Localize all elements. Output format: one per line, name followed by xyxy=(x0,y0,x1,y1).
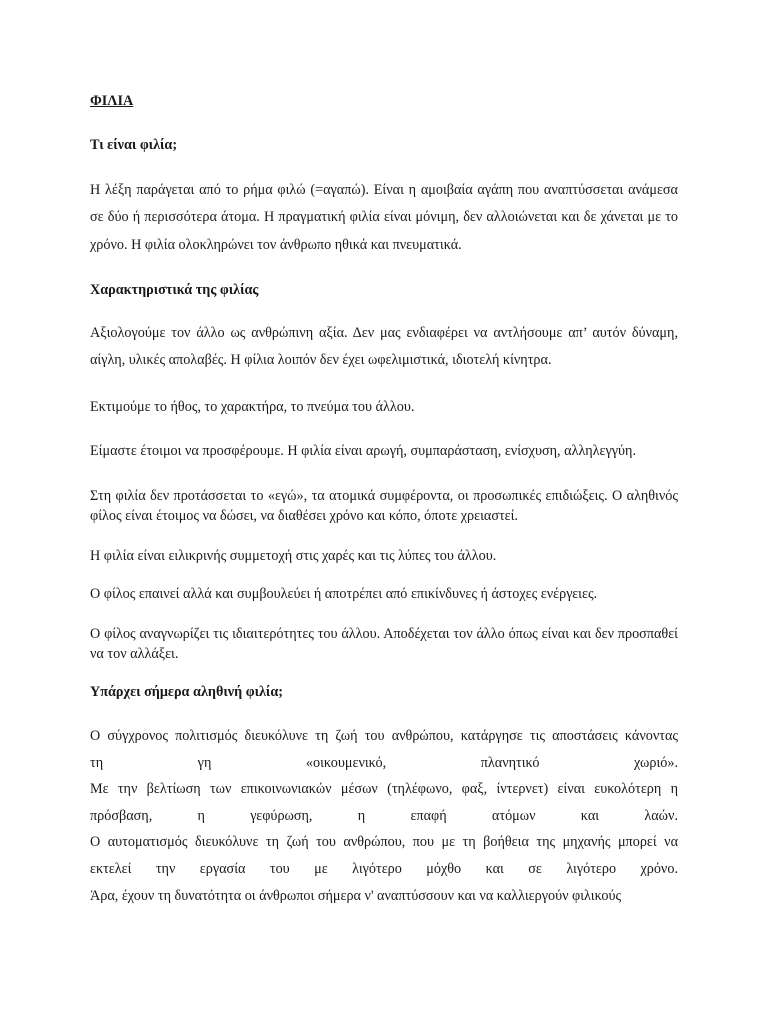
document-title: ΦΙΛΙΑ xyxy=(90,93,134,109)
section-heading-what-is-friendship: Τι είναι φιλία; xyxy=(90,137,178,153)
text-line: τη γη «οικουμενικό, πλανητικό χωριό». xyxy=(90,755,678,771)
text-line: Άρα, έχουν τη δυνατότητα οι άνθρωποι σήμερα ν' αναπτύσσουν και να καλλιεργούν φιλικούς xyxy=(90,888,622,904)
text-line: πρόσβαση, η γεφύρωση, η επαφή ατόμων και λαών. xyxy=(90,808,678,824)
text-line: εκτελεί την εργασία του με λιγότερο μόχθο και σε λιγότερο χρόνο. xyxy=(90,861,678,877)
paragraph-characteristic-offer: Είμαστε έτοιμοι να προσφέρουμε. Η φιλία είναι αρωγή, συμπαράσταση, ενίσχυση, αλληλεγγύη. xyxy=(90,443,636,459)
section-heading-true-friendship-today: Υπάρχει σήμερα αληθινή φιλία; xyxy=(90,684,283,700)
paragraph-characteristic-advice: Ο φίλος επαινεί αλλά και συμβουλεύει ή αποτρέπει από επικίνδυνες ή άστοχες ενέργειες. xyxy=(90,586,598,602)
paragraph-characteristic-ego: Στη φιλία δεν προτάσσεται το «εγώ», τα ατομικά συμφέροντα, οι προσωπικές επιδιώξεις. Ο αληθινός φίλος είναι έτοιμος να δώσει, να διαθέσει χρόνο και κόπο, όποτε χρειαστεί. xyxy=(90,488,678,524)
document-page xyxy=(90,0,678,1024)
paragraph-characteristic-acceptance: Ο φίλος αναγνωρίζει τις ιδιαιτερότητες του άλλου. Αποδέχεται τον άλλο όπως είναι και δεν προσπαθεί να τον αλλάξει. xyxy=(90,626,678,662)
text-line: Ο αυτοματισμός διευκόλυνε τη ζωή του ανθρώπου, που με τη βοήθεια της μηχανής μπορεί να xyxy=(90,834,678,850)
paragraph-characteristic-sharing: Η φιλία είναι ειλικρινής συμμετοχή στις χαρές και τις λύπες του άλλου. xyxy=(90,548,497,564)
section-heading-characteristics: Χαρακτηριστικά της φιλίας xyxy=(90,282,259,298)
text-line: Με την βελτίωση των επικοινωνιακών μέσων (τηλέφωνο, φαξ, ίντερνετ) είναι ευκολότερη η xyxy=(90,781,678,797)
text-line: Ο σύγχρονος πολιτισμός διευκόλυνε τη ζωή του ανθρώπου, κατάργησε τις αποστάσεις κάνοντας xyxy=(90,728,678,744)
paragraph-characteristic-esteem: Εκτιμούμε το ήθος, το χαρακτήρα, το πνεύμα του άλλου. xyxy=(90,399,415,415)
paragraph-definition: Η λέξη παράγεται από το ρήμα φιλώ (=αγαπώ). Είναι η αμοιβαία αγάπη που αναπτύσσεται ανάμεσα σε δύο ή περισσότερα άτομα. Η πραγματική φιλία είναι μόνιμη, δεν αλλοιώνεται και δε χάνεται με το χρόνο. Η φιλία ολοκληρώνει τον άνθρωπο ηθικά και πνευματικά. xyxy=(90,182,678,253)
paragraph-characteristic-value: Αξιολογούμε τον άλλο ως ανθρώπινη αξία. Δεν μας ενδιαφέρει να αντλήσουμε απ’ αυτόν δύναμη, αίγλη, υλικές απολαβές. Η φίλια λοιπόν δεν έχει ωφελιμιστικά, ιδιοτελή κίνητρα. xyxy=(90,325,678,369)
